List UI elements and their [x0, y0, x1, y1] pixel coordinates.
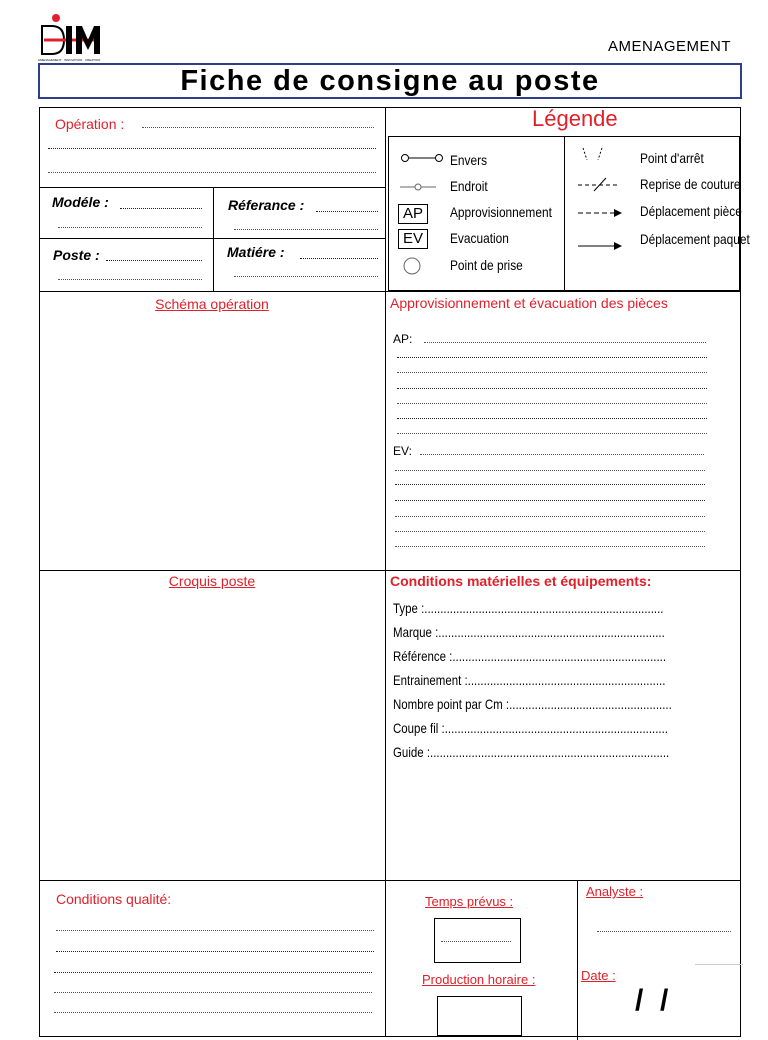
equipment-nombre-point[interactable]: Nombre point par Cm :...................................................	[393, 696, 672, 712]
ev-line-5[interactable]	[395, 531, 705, 532]
ap-line-1[interactable]	[397, 357, 707, 358]
production-horaire-label: Production horaire :	[422, 972, 536, 987]
equipment-guide[interactable]: Guide :...........................................................................	[393, 744, 670, 760]
ap-line-6[interactable]	[397, 433, 707, 434]
croquis-poste-heading: Croquis poste	[168, 573, 256, 589]
date-label: Date :	[581, 968, 616, 983]
conditions-materielles-heading: Conditions matérielles et équipements:	[390, 573, 652, 589]
date-field[interactable]	[633, 982, 743, 1024]
legend-label-endroit: Endroit	[450, 178, 488, 194]
operation-field-line3[interactable]	[48, 172, 376, 173]
department-label: AMENAGEMENT	[608, 38, 732, 55]
operation-field[interactable]	[142, 127, 374, 128]
poste-field-line2[interactable]	[58, 279, 202, 280]
legend-label-point-arret: Point d'arrêt	[640, 150, 704, 166]
legend-label-point-de-prise: Point de prise	[450, 257, 523, 273]
circle-icon	[403, 257, 421, 275]
modele-field[interactable]	[120, 208, 202, 209]
modele-field-line2[interactable]	[58, 227, 202, 228]
referance-field[interactable]	[316, 211, 378, 212]
ev-box-icon: EV	[398, 229, 428, 249]
qualite-line-4[interactable]	[54, 992, 372, 993]
seam-restart-icon	[576, 176, 622, 192]
logo-tagline: AMENAGEMENT · INNOVATION · CREATION	[38, 58, 101, 62]
ev-label: EV:	[393, 444, 412, 458]
croquis-poste-area[interactable]	[40, 596, 384, 878]
equipment-entrainement[interactable]: Entrainement :..............................................................	[393, 672, 666, 688]
modele-label: Modéle :	[52, 194, 109, 210]
ap-line-2[interactable]	[397, 372, 707, 373]
stop-point-icon	[580, 146, 606, 166]
temps-prevus-field[interactable]	[434, 918, 521, 963]
qualite-line-2[interactable]	[56, 951, 374, 952]
approvisionnement-heading: Approvisionnement et évacuation des pièces	[390, 295, 668, 311]
ap-line-3[interactable]	[397, 388, 707, 389]
ap-field[interactable]	[424, 342, 706, 343]
equipment-type[interactable]: Type :...........................................................................	[393, 600, 664, 616]
ev-line-6[interactable]	[395, 546, 705, 547]
equipment-marque[interactable]: Marque :.......................................................................	[393, 624, 665, 640]
legend-label-reprise-couture: Reprise de couture	[640, 176, 741, 192]
solid-arrow-icon	[576, 240, 624, 252]
qualite-line-5[interactable]	[54, 1012, 372, 1013]
matiere-field[interactable]	[300, 258, 378, 259]
temps-prevus-label: Temps prévus :	[425, 894, 514, 909]
referance-label: Réferance :	[228, 197, 305, 213]
analyste-label: Analyste :	[586, 884, 644, 899]
qualite-line-1[interactable]	[56, 930, 374, 931]
schema-operation-heading: Schéma opération	[155, 296, 269, 312]
referance-field-line2[interactable]	[234, 229, 378, 230]
legend-title: Légende	[532, 106, 618, 131]
envers-icon	[400, 152, 444, 164]
legend-label-deplacement-piece: Déplacement pièce	[640, 203, 742, 219]
production-horaire-field[interactable]	[437, 996, 522, 1036]
schema-operation-area[interactable]	[40, 318, 384, 568]
poste-field[interactable]	[106, 260, 202, 261]
qualite-line-3[interactable]	[54, 972, 372, 973]
ev-line-4[interactable]	[395, 516, 705, 517]
ev-field[interactable]	[420, 454, 704, 455]
legend-label-deplacement-paquet: Déplacement paquet	[640, 231, 750, 247]
legend-label-evacuation: Evacuation	[450, 230, 509, 246]
ev-line-1[interactable]	[395, 470, 705, 471]
analyste-field[interactable]	[597, 931, 731, 932]
operation-label: Opération :	[55, 116, 125, 132]
ap-box-icon: AP	[398, 204, 428, 224]
dim-logo-icon	[38, 12, 104, 60]
title-box	[38, 63, 742, 99]
legend-label-envers: Envers	[450, 152, 488, 168]
page-title: Fiche de consigne au poste	[180, 65, 600, 97]
dashed-arrow-icon	[576, 207, 624, 219]
conditions-qualite-heading: Conditions qualité:	[56, 891, 172, 907]
equipment-reference[interactable]: Référence :...................................................................	[393, 648, 667, 664]
ap-line-5[interactable]	[397, 418, 707, 419]
operation-field-line2[interactable]	[48, 148, 376, 149]
ap-line-4[interactable]	[397, 403, 707, 404]
ev-line-3[interactable]	[395, 500, 705, 501]
matiere-field-line2[interactable]	[234, 276, 378, 277]
endroit-icon	[398, 181, 438, 193]
ap-label: AP:	[393, 332, 413, 346]
legend-label-approvisionnement: Approvisionnement	[450, 204, 552, 220]
company-logo	[38, 12, 104, 60]
poste-label: Poste :	[53, 247, 100, 263]
ev-line-2[interactable]	[395, 484, 705, 485]
equipment-coupe-fil[interactable]: Coupe fil :......................................................................	[393, 720, 668, 736]
matiere-label: Matiére :	[227, 244, 285, 260]
date-slashes: / /	[635, 984, 669, 1017]
